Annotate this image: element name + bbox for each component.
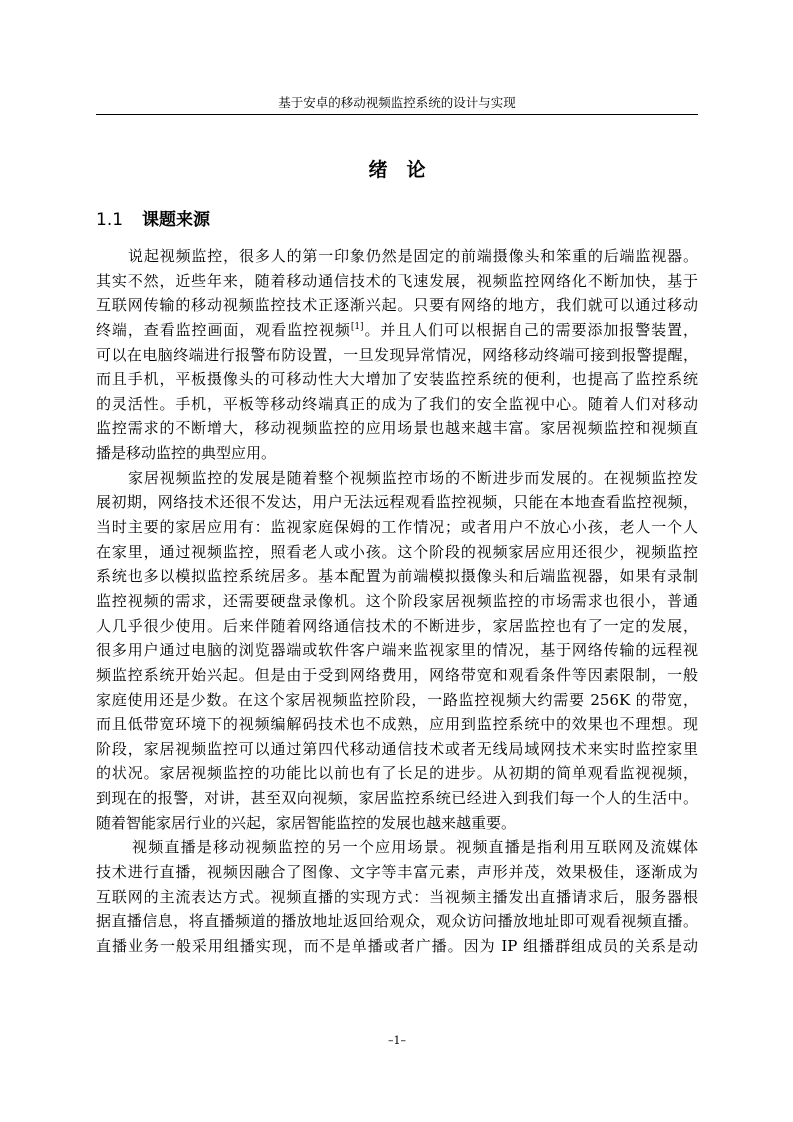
paragraph-2-line-9: 频监控系统开始兴起。但是由于受到网络费用，网络带宽和观看条件等因素限制，一般 [96,665,698,684]
paragraph-3-line-2: 技术进行直播，视频因融合了图像、文字等丰富元素，声形并茂，效果极佳，逐渐成为 [96,863,698,882]
header-rule [96,114,698,115]
paragraph-2-line-1: 家居视频监控的发展是随着整个视频监控市场的不断进步而发展的。在视频监控发 [128,468,698,487]
citation-ref-1: [1] [350,321,364,332]
page-number: –1– [388,1034,406,1047]
paragraph-2-line-12: 阶段，家居视频监控可以通过第四代移动通信技术或者无线局域网技术来实时监控家里 [96,739,698,758]
paragraph-1-line-6: 而且手机，平板摄像头的可移动性大大增加了安装监控系统的便利，也提高了监控系统 [96,370,698,389]
paragraph-1-line-5: 可以在电脑终端进行报警布防设置，一旦发现异常情况，网络移动终端可接到报警提醒， [96,345,698,364]
section-title: 课题来源 [142,210,210,230]
paragraph-1-line-3: 互联网传输的移动视频监控技术正逐渐兴起。只要有网络的地方，我们就可以通过移动 [96,296,698,315]
paragraph-3-line-4: 据直播信息，将直播频道的播放地址返回给观众，观众访问播放地址即可观看视频直播。 [96,912,698,931]
paragraph-2-line-7: 人几乎很少使用。后来伴随着网络通信技术的不断进步，家居监控也有了一定的发展， [96,616,698,635]
paragraph-3-line-3: 互联网的主流表达方式。视频直播的实现方式：当视频主播发出直播请求后，服务器根 [96,887,698,906]
paragraph-1-line-2: 其实不然，近些年来，随着移动通信技术的飞速发展，视频监控网络化不断加快，基于 [96,271,698,290]
paragraph-1-line-7: 的灵活性。手机，平板等移动终端真正的成为了我们的安全监视中心。随着人们对移动 [96,394,698,413]
running-header: 基于安卓的移动视频监控系统的设计与实现 [278,95,516,110]
paragraph-1-line-8: 监控需求的不断增大，移动视频监控的应用场景也越来越丰富。家居视频监控和视频直 [96,419,698,438]
paragraph-3-line-1: 视频直播是移动视频监控的另一个应用场景。视频直播是指利用互联网及流媒体 [132,838,698,857]
paragraph-1-line-4 [96,318,698,343]
paragraph-2-line-5: 系统也多以模拟监控系统居多。基本配置为前端模拟摄像头和后端监视器，如果有录制 [96,567,698,586]
paragraph-2-line-15: 随着智能家居行业的兴起，家居智能监控的发展也越来越重要。 [96,813,517,832]
paragraph-2-line-11: 而且低带宽环境下的视频编解码技术也不成熟，应用到监控系统中的效果也不理想。现 [96,715,698,734]
paragraph-2-line-3: 当时主要的家居应用有：监视家庭保姆的工作情况；或者用户不放心小孩，老人一个人 [96,518,698,537]
paragraph-2-line-13: 的状况。家居视频监控的功能比以前也有了长足的进步。从初期的简单观看监视视频， [96,764,698,783]
paragraph-1-line-9: 播是移动监控的典型应用。 [96,444,277,463]
paragraph-1-line-4-end: 。并且人们可以根据自己的需要添加报警装置， [363,320,698,339]
paragraph-2-line-10: 家庭使用还是少数。在这个家居视频监控阶段，一路监控视频大约需要 256K 的带宽， [96,690,698,709]
paragraph-2-line-8: 很多用户通过电脑的浏览器端或软件客户端来监视家里的情况，基于网络传输的远程视 [96,641,698,660]
paragraph-2-line-4: 在家里，通过视频监控，照看老人或小孩。这个阶段的视频家居应用还很少，视频监控 [96,542,698,561]
paragraph-2-line-14: 到现在的报警，对讲，甚至双向视频，家居监控系统已经进入到我们每一个人的生活中。 [96,789,698,808]
body-text [96,244,698,959]
paragraph-1-line-1: 说起视频监控，很多人的第一印象仍然是固定的前端摄像头和笨重的后端监视器。 [128,247,698,265]
paragraph-1-line-4-start: 终端，查看监控画面，观看监控视频 [96,320,351,339]
paragraph-2-line-2: 展初期，网络技术还很不发达，用户无法远程观看监控视频，只能在本地查看监控视频， [96,493,698,512]
chapter-title: 绪论 [368,159,445,181]
section-heading [96,208,210,232]
paragraph-3-line-5: 直播业务一般采用组播实现，而不是单播或者广播。因为 IP 组播群组成员的关系是动 [96,936,698,955]
section-number: 1.1 [96,210,124,230]
paragraph-2-line-6: 监控视频的需求，还需要硬盘录像机。这个阶段家居视频监控的市场需求也很小，普通 [96,591,698,610]
